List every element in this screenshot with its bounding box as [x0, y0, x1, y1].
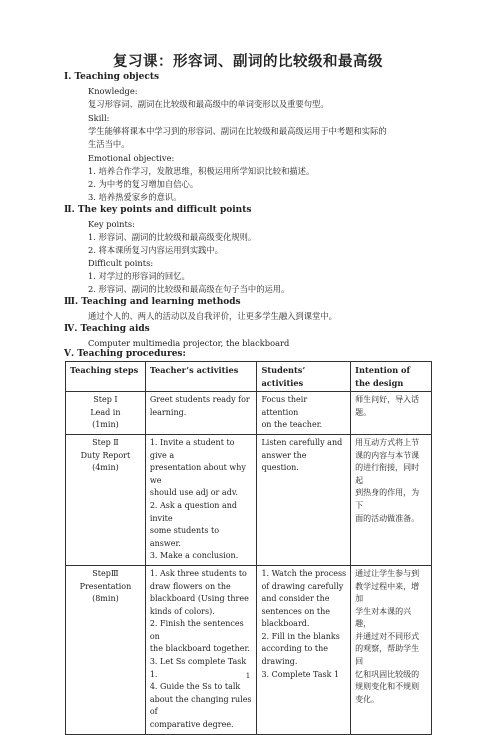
- intent-cell-line: 通过让学生参与到: [355, 568, 420, 578]
- teacher-cell: [145, 565, 257, 734]
- intent-cell: [351, 434, 432, 565]
- intent-cell-line: 规则变化和不规则: [355, 682, 420, 692]
- teacher-cell-line: about the changing rules of: [149, 694, 252, 717]
- table-row: [66, 434, 432, 565]
- teacher-cell-line: blackboard (Using three: [149, 594, 249, 604]
- intent-cell-line: 师生问好，导入话: [355, 395, 420, 405]
- aids-text: Computer multimedia projector, the blackboard: [88, 338, 290, 348]
- page-title: 复习课：形容词、副词的比较级和最高级: [113, 53, 383, 70]
- students-cell: [257, 392, 351, 435]
- intent-cell-line: 题。: [355, 407, 372, 417]
- skill-text-1: 学生能够将课本中学习到的形容词、副词在比较级和最高级运用于中考题和实际的: [88, 126, 387, 136]
- key-points-heading: Key points:: [88, 219, 135, 229]
- intent-cell-line: 变化。: [355, 694, 380, 704]
- students-cell: [257, 434, 351, 565]
- intent-cell-line: 的观察，帮助学生回: [355, 644, 420, 667]
- students-cell-line: and consider the: [261, 594, 330, 604]
- section-teaching-aids: Ⅳ. Teaching aids: [64, 324, 150, 334]
- skill-heading: Skill:: [88, 113, 110, 123]
- difficult-points-heading: Difficult points:: [88, 258, 154, 268]
- teacher-cell-line: draw flowers on the: [149, 581, 231, 591]
- page-number: 1: [245, 672, 251, 680]
- teacher-cell-line: Greet students ready for: [149, 395, 250, 405]
- key-point-1: 1. 形容词、副词的比较级和最高级变化规则。: [88, 232, 257, 242]
- teacher-cell-line: 4. Guide the Ss to talk: [149, 682, 241, 692]
- intent-cell-line: 的进行衔接，同时起: [355, 463, 420, 485]
- students-cell-line: Focus their attention: [261, 395, 308, 417]
- difficult-point-1: 1. 对学过的形容词的回忆。: [88, 271, 190, 281]
- emotional-item-3: 3. 培养热爱家乡的意识。: [88, 192, 182, 202]
- step-cell: [66, 434, 146, 565]
- step-cell-line: Step Ⅱ: [92, 437, 119, 447]
- step-cell-line: Step Ⅰ: [93, 395, 118, 405]
- teacher-cell-line: 3. Make a conclusion.: [149, 551, 239, 561]
- students-cell-line: drawing.: [261, 657, 298, 667]
- step-cell-line: Lead in: [90, 407, 121, 417]
- step-cell-line: StepⅢ: [92, 568, 119, 578]
- step-cell-line: Presentation: [79, 581, 132, 591]
- step-cell-line: (4min): [92, 463, 119, 473]
- knowledge-text: 复习形容词、副词在比较级和最高级中的单词变形以及重要句型。: [88, 99, 329, 109]
- methods-text: 通过个人的、两人的活动以及自我评价，让更多学生融入到课堂中。: [88, 311, 337, 321]
- difficult-point-2: 2. 形容词、副词的比较级和最高级在句子当中的运用。: [88, 284, 290, 294]
- students-cell: [257, 565, 351, 734]
- teacher-cell-line: learning.: [149, 407, 187, 417]
- students-cell-line: sentences on the: [261, 606, 331, 616]
- skill-text-2: 生活当中。: [88, 139, 130, 149]
- section-key-points: Ⅱ. The key points and difficult points: [64, 205, 252, 215]
- teacher-cell-line: presentation about why we: [149, 463, 246, 485]
- teacher-cell-line: the blackboard together.: [149, 644, 250, 654]
- step-cell-line: (8min): [92, 594, 119, 604]
- header-student-activities: Students’ activities: [257, 362, 351, 392]
- step-cell: [66, 565, 146, 734]
- teacher-cell-line: should use adj or adv.: [149, 488, 238, 498]
- teacher-cell-line: comparative degree.: [149, 720, 234, 730]
- section-procedures: Ⅴ. Teaching procedures:: [64, 349, 186, 359]
- intent-cell-line: 用互动方式将上节: [355, 437, 420, 447]
- table-header-row: [66, 362, 432, 392]
- teacher-cell-line: 2. Finish the sentences on: [149, 619, 244, 641]
- teacher-cell: [145, 392, 257, 435]
- header-teacher-activities: Teacher’s activities: [145, 362, 257, 392]
- step-cell-line: Duty Report: [80, 450, 131, 460]
- section-teaching-objects: Ⅰ. Teaching objects: [64, 72, 160, 82]
- key-point-2: 2. 将本课所复习内容运用到实践中。: [88, 245, 224, 255]
- teacher-cell-line: 3. Let Ss complete Task 1.: [149, 657, 247, 679]
- intent-cell-line: 并通过对不同形式: [355, 631, 420, 641]
- header-teaching-steps: Teaching steps: [66, 362, 146, 392]
- teacher-cell-line: 1. Invite a student to give a: [149, 437, 235, 460]
- intent-cell-line: 忆和巩固比较级的: [355, 669, 420, 679]
- step-cell: [66, 392, 146, 435]
- intent-cell-line: 到热身的作用，为下: [355, 488, 420, 510]
- table-row: [66, 392, 432, 435]
- header-intention: Intention of the design: [351, 362, 432, 392]
- step-cell-line: (1min): [92, 420, 119, 430]
- teacher-cell-line: kinds of colors).: [149, 606, 215, 616]
- students-cell-line: according to the: [261, 644, 328, 654]
- students-cell-line: on the teacher.: [261, 420, 323, 430]
- intent-cell-line: 课的内容与本节课: [355, 450, 420, 460]
- emotional-item-1: 1. 培养合作学习，发散思维，积极运用所学知识比较和描述。: [88, 166, 315, 176]
- emotional-item-2: 2. 为中考的复习增加自信心。: [88, 179, 199, 189]
- students-cell-line: of drawing carefully: [261, 581, 344, 591]
- emotional-heading: Emotional objective:: [88, 153, 175, 163]
- section-methods: Ⅲ. Teaching and learning methods: [64, 297, 241, 307]
- intent-cell: [351, 392, 432, 435]
- teacher-cell-line: some students to answer.: [149, 526, 220, 548]
- students-cell-line: Listen carefully and: [261, 437, 343, 447]
- teacher-cell-line: 1. Ask three students to: [149, 568, 247, 578]
- students-cell-line: 2. Fill in the blanks: [261, 631, 340, 641]
- teacher-cell: [145, 434, 257, 565]
- intent-cell-line: 教学过程中来，增加: [355, 581, 420, 604]
- table-body: [66, 392, 432, 734]
- intent-cell-line: 面的活动做准备。: [355, 513, 420, 523]
- students-cell-line: blackboard.: [261, 619, 310, 629]
- intent-cell: [351, 565, 432, 734]
- teacher-cell-line: 2. Ask a question and invite: [149, 500, 238, 523]
- knowledge-heading: Knowledge:: [88, 86, 138, 96]
- students-cell-line: 1. Watch the process: [261, 568, 347, 578]
- intent-cell-line: 学生对本课的兴趣，: [355, 606, 412, 629]
- students-cell-line: answer the question.: [261, 450, 307, 473]
- students-cell-line: 3. Complete Task 1: [261, 669, 340, 679]
- table-row: [66, 565, 432, 734]
